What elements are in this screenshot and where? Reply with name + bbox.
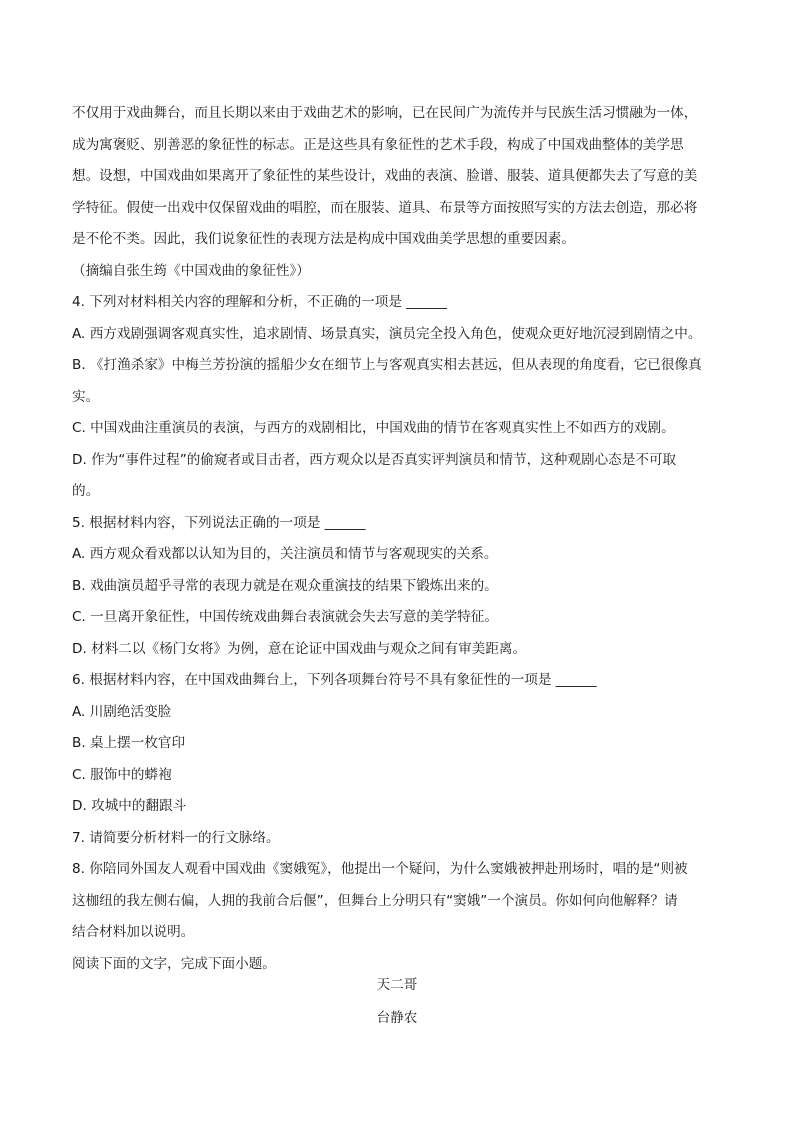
q5-option-d: D. 材料二以《杨门女将》为例，意在论证中国戏曲与观众之间有审美距离。 <box>72 640 527 657</box>
question-6: 6. 根据材料内容，在中国戏曲舞台上，下列各项舞台符号不具有象征性的一项是 ______ <box>72 672 597 688</box>
text-line: 想。设想，中国戏曲如果离开了象征性的某些设计，戏曲的表演、脸谱、服装、道具便都失去了写意的美 <box>72 168 698 184</box>
q6-option-d: D. 攻城中的翻跟斗 <box>72 798 187 814</box>
question-8: 8. 你陪同外国友人观看中国戏曲《窦娥冤》，他提出一个疑问，为什么窦娥被押赴刑场时，唱的是“则被 <box>72 861 688 877</box>
source-citation: （摘编自张生筠《中国戏曲的象征性》） <box>72 262 310 279</box>
question-5: 5. 根据材料内容，下列说法正确的一项是 ______ <box>72 514 366 531</box>
question-8-cont: 结合材料加以说明。 <box>72 924 195 940</box>
text-line: 学特征。假使一出戏中仅保留戏曲的唱腔，而在服装、道具、布景等方面按照写实的方法去创造，那必将 <box>72 199 698 216</box>
q4-option-b-cont: 实。 <box>72 388 100 405</box>
q6-option-c: C. 服饰中的蟒袍 <box>72 766 172 783</box>
question-4: 4. 下列对材料相关内容的理解和分析，不正确的一项是 ______ <box>72 294 448 310</box>
story-title: 天二哥 <box>376 977 418 993</box>
q6-option-a: A. 川剧绝活变脸 <box>72 703 172 720</box>
question-8-cont: 这枷纽的我左侧右偏，人拥的我前合后偃”，但舞台上分明只有“窦娥”一个演员。你如何向他解释？请 <box>72 892 678 909</box>
text-line: 是不伦不类。因此，我们说象征性的表现方法是构成中国戏曲美学思想的重要因素。 <box>72 231 575 247</box>
q6-option-b: B. 桌上摆一枚官印 <box>72 735 186 751</box>
q5-option-b: B. 戏曲演员超乎寻常的表现力就是在观众重演技的结果下锻炼出来的。 <box>72 577 498 594</box>
q4-option-d: D. 作为“事件过程”的偷窥者或目击者，西方观众以是否真实评判演员和情节，这种观剧心态是不可取 <box>72 451 677 468</box>
document-body <box>72 98 724 980</box>
reading-instruction: 阅读下面的文字，完成下面小题。 <box>72 955 276 972</box>
q4-option-b: B. 《打渔杀家》中梅兰芳扮演的摇船少女在细节上与客观真实相去甚远，但从表现的角度看，它已很像真 <box>72 357 702 373</box>
q4-option-a: A. 西方戏剧强调客观真实性，追求剧情、场景真实，演员完全投入角色，使观众更好地沉浸到剧情之中。 <box>72 325 702 342</box>
text-line: 不仅用于戏曲舞台，而且长期以来由于戏曲艺术的影响，已在民间广为流传并与民族生活习惯融为一体， <box>72 105 698 121</box>
q5-option-c: C. 一旦离开象征性，中国传统戏曲舞台表演就会失去写意的美学特征。 <box>72 609 498 625</box>
q4-option-c: C. 中国戏曲注重演员的表演，与西方的戏剧相比，中国戏曲的情节在客观真实性上不如西方的戏剧。 <box>72 420 675 436</box>
q4-option-d-cont: 的。 <box>72 483 100 499</box>
story-author: 台静农 <box>376 1010 418 1026</box>
text-line: 成为寓褒贬、别善恶的象征性的标志。正是这些具有象征性的艺术手段，构成了中国戏曲整体的美学思 <box>72 136 684 153</box>
question-7: 7. 请简要分析材料一的行文脉络。 <box>72 829 280 846</box>
q5-option-a: A. 西方观众看戏都以认知为目的，关注演员和情节与客观现实的关系。 <box>72 546 498 562</box>
